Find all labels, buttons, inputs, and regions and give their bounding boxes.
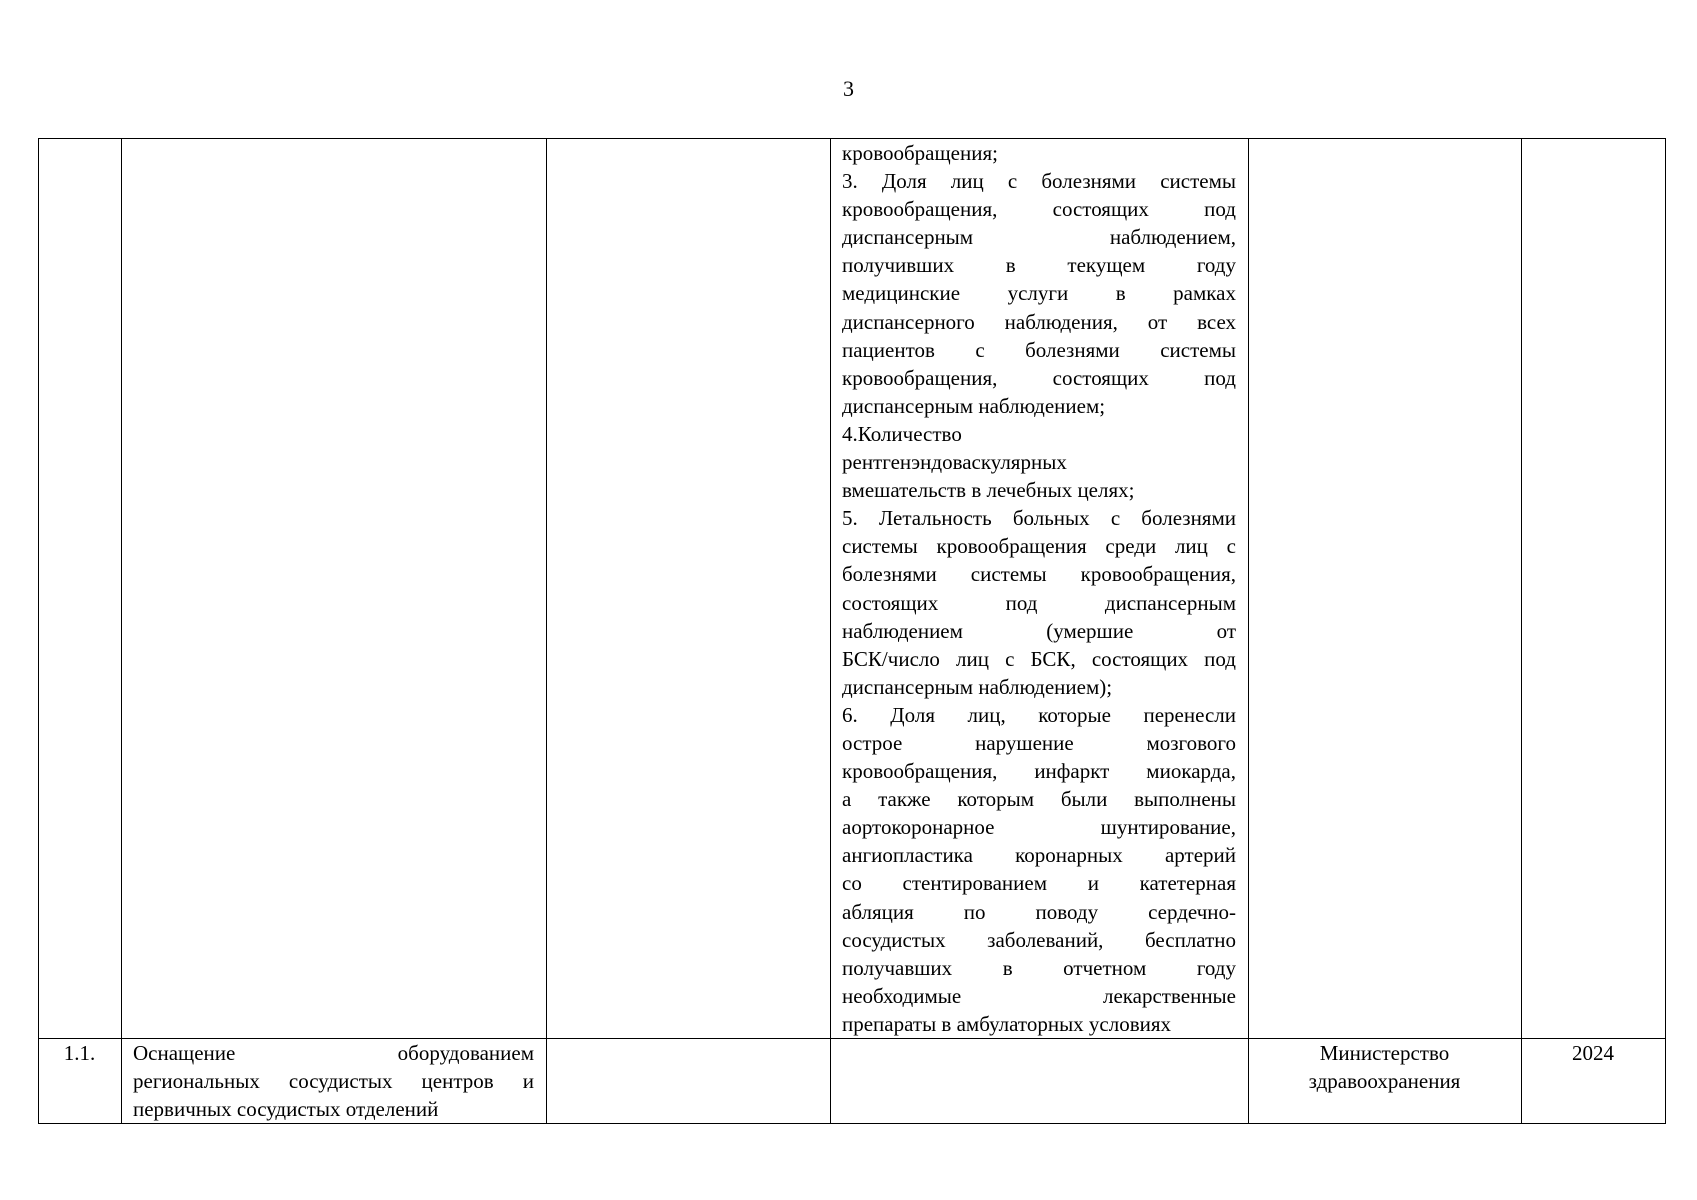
measure-line: первичных сосудистых отделений (133, 1097, 439, 1122)
cell-measure-empty (122, 139, 547, 1039)
page-number: 3 (843, 76, 854, 101)
indicator-line: вмешательств в лечебных целях; (842, 478, 1135, 503)
indicator-line: кровообращения, состоящих под (842, 365, 1236, 390)
indicator-line: необходимые лекарственные (842, 983, 1236, 1008)
indicator-line: острое нарушение мозгового (842, 730, 1236, 755)
indicator-line: получивших в текущем году (842, 253, 1236, 278)
indicator-line: наблюдением (умершие от (842, 618, 1236, 643)
row-number: 1.1. (39, 1039, 122, 1124)
indicator-line: пациентов с болезнями системы (842, 337, 1236, 362)
indicator-line: кровообращения, состоящих под (842, 197, 1236, 222)
indicator-line: 4.Количество (842, 421, 962, 446)
continuation-row (39, 139, 1666, 1039)
cell-number-empty (39, 139, 122, 1039)
cell-executor-empty (1249, 139, 1522, 1039)
executor-line-2: здравоохранения (1308, 1069, 1461, 1094)
indicator-line: рентгенэндоваскулярных (842, 450, 1067, 475)
indicator-line: получавших в отчетном году (842, 955, 1236, 980)
cell-measure (122, 1039, 547, 1124)
indicator-line: сосудистых заболеваний, бесплатно (842, 927, 1236, 952)
indicator-line: болезнями системы кровообращения, (842, 562, 1236, 587)
cell-result (547, 1039, 831, 1124)
cell-result-empty (547, 139, 831, 1039)
cell-executor (1249, 1039, 1522, 1124)
indicator-line: состоящих под диспансерным (842, 590, 1236, 615)
indicator-line: кровообращения; (842, 141, 998, 165)
indicator-line: медицинские услуги в рамках (842, 281, 1236, 306)
cell-indicators (831, 139, 1249, 1039)
cell-year: 2024 (1522, 1039, 1666, 1124)
indicator-line: 3. Доля лиц с болезнями системы (842, 169, 1236, 194)
indicator-line: диспансерным наблюдением); (842, 674, 1113, 699)
indicator-line: диспансерного наблюдения, от всех (842, 309, 1236, 334)
indicator-line: диспансерным наблюдением, (842, 225, 1236, 250)
measure-line: Оснащение оборудованием (133, 1041, 534, 1065)
program-measures-table (38, 138, 1666, 1124)
indicator-line: абляция по поводу сердечно- (842, 899, 1236, 924)
indicator-line: диспансерным наблюдением; (842, 393, 1106, 418)
table-row-1-1 (39, 1039, 1666, 1124)
indicator-line: 5. Летальность больных с болезнями (842, 506, 1236, 531)
cell-year-empty (1522, 139, 1666, 1039)
indicator-line: препараты в амбулаторных условиях (842, 1011, 1172, 1036)
measure-text (133, 1039, 534, 1123)
measure-line: региональных сосудистых центров и (133, 1069, 534, 1094)
indicator-line: аортокоронарное шунтирование, (842, 815, 1236, 840)
indicator-line: 6. Доля лиц, которые перенесли (842, 702, 1236, 727)
indicator-line: а также которым были выполнены (842, 787, 1236, 812)
indicator-line: системы кровообращения среди лиц с (842, 534, 1236, 559)
indicator-line: ангиопластика коронарных артерий (842, 843, 1236, 868)
cell-indicators-empty (831, 1039, 1249, 1124)
executor-line-1: Министерство (1319, 1041, 1450, 1065)
indicator-line: БСК/число лиц с БСК, состоящих под (842, 646, 1236, 671)
indicators-text (842, 139, 1236, 1038)
indicator-line: со стентированием и катетерная (842, 871, 1236, 896)
indicator-line: кровообращения, инфаркт миокарда, (842, 759, 1236, 784)
